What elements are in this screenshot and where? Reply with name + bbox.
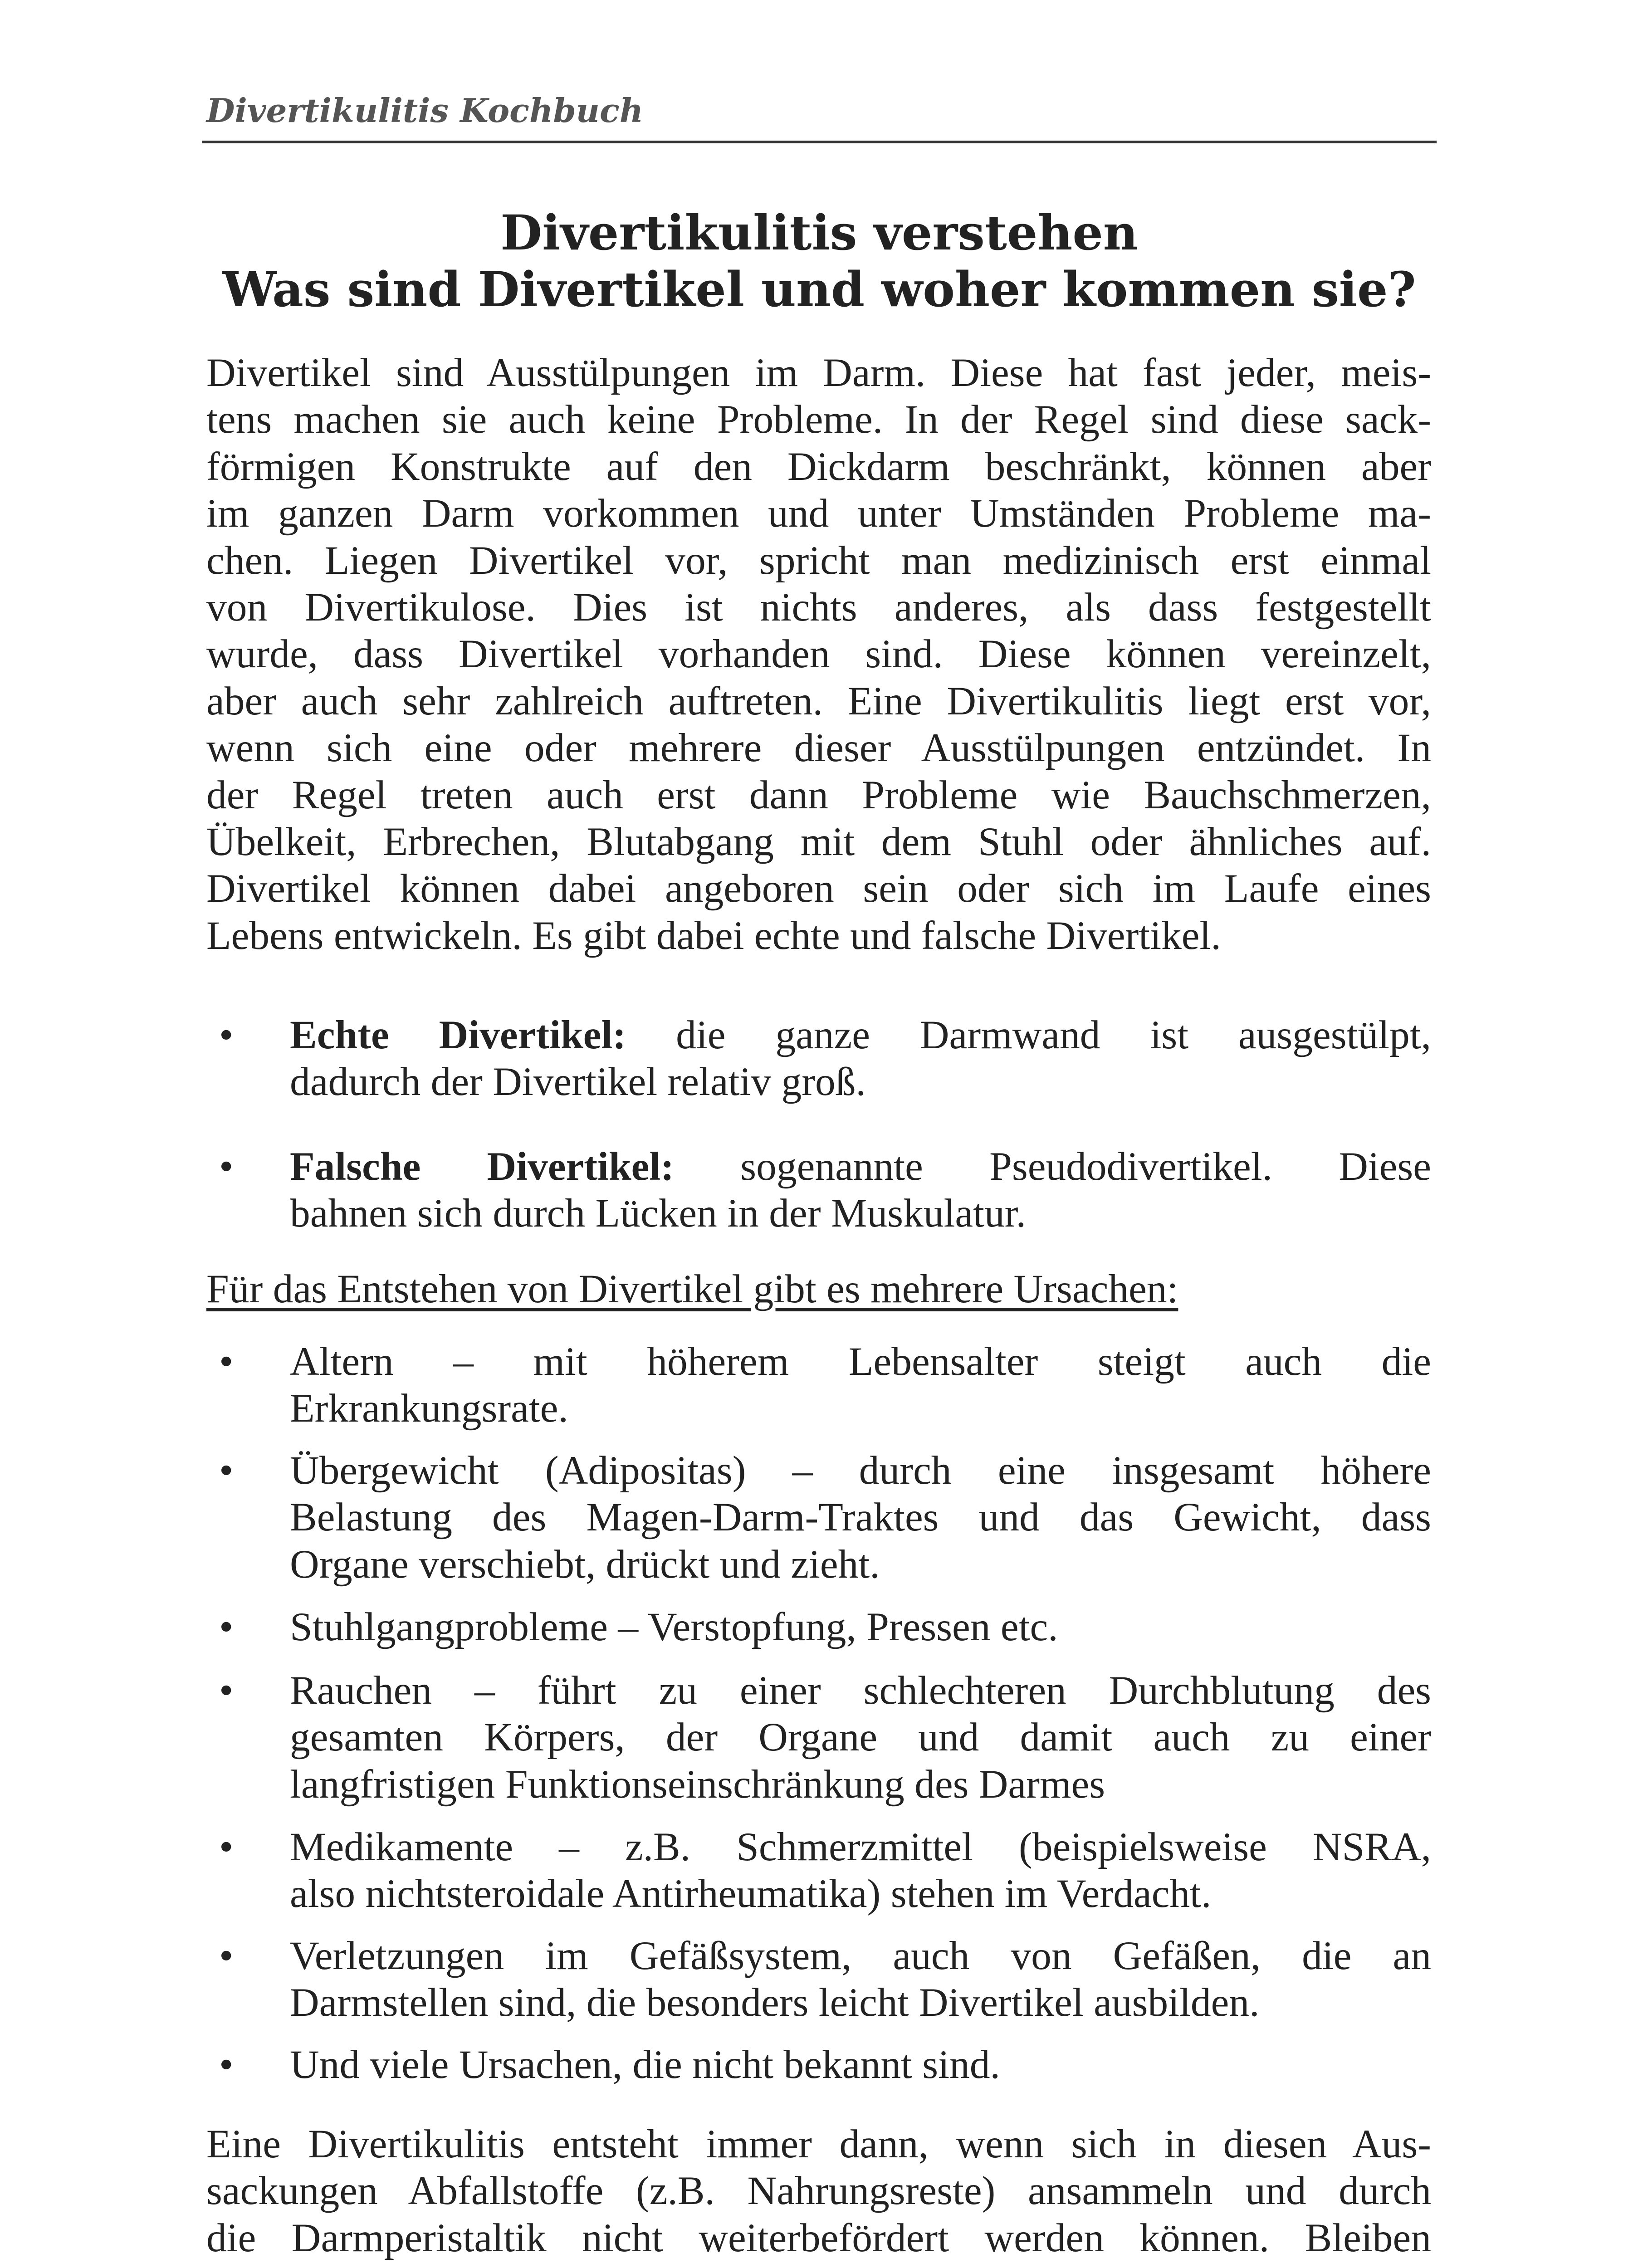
term-label: Echte Divertikel: xyxy=(290,1012,626,1057)
term-description: die ganze Darmwand ist ausgestülpt, xyxy=(676,1012,1431,1057)
list-item-line: Organe verschiebt, drückt und zieht. xyxy=(290,1541,880,1587)
paragraph-line: der Regel treten auch erst dann Probleme wie Bauchschmerzen, xyxy=(206,772,1431,817)
bullet-icon: • xyxy=(219,1668,234,1713)
causes-list xyxy=(206,1603,1431,1650)
list-item-line: Medikamente – z.B. Schmerzmittel (beispielsweise NSRA, xyxy=(290,1824,1431,1869)
divertikel-types-list xyxy=(206,1012,1431,1105)
causes-list xyxy=(206,2041,1431,2088)
list-item-line: Erkrankungsrate. xyxy=(290,1386,568,1431)
paragraph-line: Divertikel sind Ausstülpungen im Darm. Diese hat fast jeder, meis- xyxy=(206,350,1431,395)
bullet-icon: • xyxy=(219,1144,234,1189)
header-rule xyxy=(202,141,1437,143)
paragraph-line: förmigen Konstrukte auf den Dickdarm beschränkt, können aber xyxy=(206,444,1431,489)
paragraph-line: Übelkeit, Erbrechen, Blutabgang mit dem Stuhl oder ähnliches auf. xyxy=(206,819,1431,865)
bullet-icon: • xyxy=(219,1012,234,1057)
list-item-line: also nichtsteroidale Antirheumatika) stehen im Verdacht. xyxy=(290,1871,1212,1916)
bullet-icon: • xyxy=(219,1933,234,1978)
paragraph-line: chen. Liegen Divertikel vor, spricht man medizinisch erst einmal xyxy=(206,538,1431,583)
list-item-line: Stuhlgangprobleme – Verstopfung, Pressen etc. xyxy=(290,1604,1058,1649)
list-item-line: Darmstellen sind, die besonders leicht Divertikel ausbilden. xyxy=(290,1980,1260,2025)
term-description: dadurch der Divertikel relativ groß. xyxy=(290,1059,866,1105)
bullet-icon: • xyxy=(219,1448,234,1493)
bullet-icon: • xyxy=(219,1339,234,1384)
causes-list xyxy=(206,1667,1431,1808)
chapter-title xyxy=(202,204,1437,318)
list-item-line: Verletzungen im Gefäßsystem, auch von Gefäßen, die an xyxy=(290,1933,1431,1978)
list-item-line: Rauchen – führt zu einer schlechteren Durchblutung des xyxy=(290,1668,1431,1713)
list-item xyxy=(206,1932,1431,2026)
paragraph-line: Divertikel können dabei angeboren sein oder sich im Laufe eines xyxy=(206,866,1431,911)
causes-list xyxy=(206,1823,1431,1917)
list-item xyxy=(206,2041,1431,2088)
bullet-icon: • xyxy=(219,2042,234,2087)
causes-list xyxy=(206,1932,1431,2026)
list-item xyxy=(206,1823,1431,1917)
paragraph-line: Lebens entwickeln. Es gibt dabei echte und falsche Divertikel. xyxy=(206,913,1221,958)
term-description: bahnen sich durch Lücken in der Muskulatur. xyxy=(290,1191,1027,1236)
paragraph-line: Eine Divertikulitis entsteht immer dann, wenn sich in diesen Aus- xyxy=(206,2121,1431,2166)
list-item-line: Und viele Ursachen, die nicht bekannt sind. xyxy=(290,2042,1000,2087)
paragraph-line: tens machen sie auch keine Probleme. In der Regel sind diese sack- xyxy=(206,397,1431,442)
list-item-line: gesamten Körpers, der Organe und damit auch zu einer xyxy=(290,1715,1431,1760)
list-item xyxy=(206,1603,1431,1650)
list-item-line: Belastung des Magen-Darm-Traktes und das Gewicht, dass xyxy=(290,1495,1431,1540)
list-item xyxy=(206,1447,1431,1588)
closing-paragraph xyxy=(206,2121,1431,2261)
divertikel-types-list xyxy=(206,1143,1431,1237)
paragraph-line: im ganzen Darm vorkommen und unter Umständen Probleme ma- xyxy=(206,491,1431,536)
paragraph-line: sackungen Abfallstoffe (z.B. Nahrungsreste) ansammeln und durch xyxy=(206,2168,1431,2214)
list-item xyxy=(206,1012,1431,1105)
list-item-line: langfristigen Funktionseinschränkung des Darmes xyxy=(290,1761,1105,1807)
term-description: sogenannte Pseudodivertikel. Diese xyxy=(740,1144,1431,1189)
paragraph-line: wenn sich eine oder mehrere dieser Ausstülpungen entzündet. In xyxy=(206,725,1431,771)
causes-list xyxy=(206,1447,1431,1588)
causes-list xyxy=(206,1338,1431,1432)
bullet-icon: • xyxy=(219,1824,234,1869)
paragraph-line: wurde, dass Divertikel vorhanden sind. Diese können vereinzelt, xyxy=(206,631,1431,677)
running-header: Divertikulitis Kochbuch xyxy=(206,91,644,130)
list-item xyxy=(206,1143,1431,1237)
paragraph-line: die Darmperistaltik nicht weiterbefördert werden können. Bleiben xyxy=(206,2215,1431,2260)
term-label: Falsche Divertikel: xyxy=(290,1144,675,1189)
list-item-line: Altern – mit höherem Lebensalter steigt auch die xyxy=(290,1339,1431,1384)
list-item xyxy=(206,1667,1431,1808)
chapter-title-line-2: Was sind Divertikel und woher kommen sie? xyxy=(222,261,1416,318)
paragraph-line: von Divertikulose. Dies ist nichts anderes, als dass festgestellt xyxy=(206,585,1431,630)
causes-heading: Für das Entstehen von Divertikel gibt es mehrere Ursachen: xyxy=(206,1266,1178,1311)
list-item xyxy=(206,1338,1431,1432)
paragraph-line: aber auch sehr zahlreich auftreten. Eine Divertikulitis liegt erst vor, xyxy=(206,678,1431,723)
intro-paragraph xyxy=(206,349,1431,959)
list-item-line: Übergewicht (Adipositas) – durch eine insgesamt höhere xyxy=(290,1448,1431,1493)
bullet-icon: • xyxy=(219,1604,234,1649)
chapter-title-line-1: Divertikulitis verstehen xyxy=(500,204,1138,261)
